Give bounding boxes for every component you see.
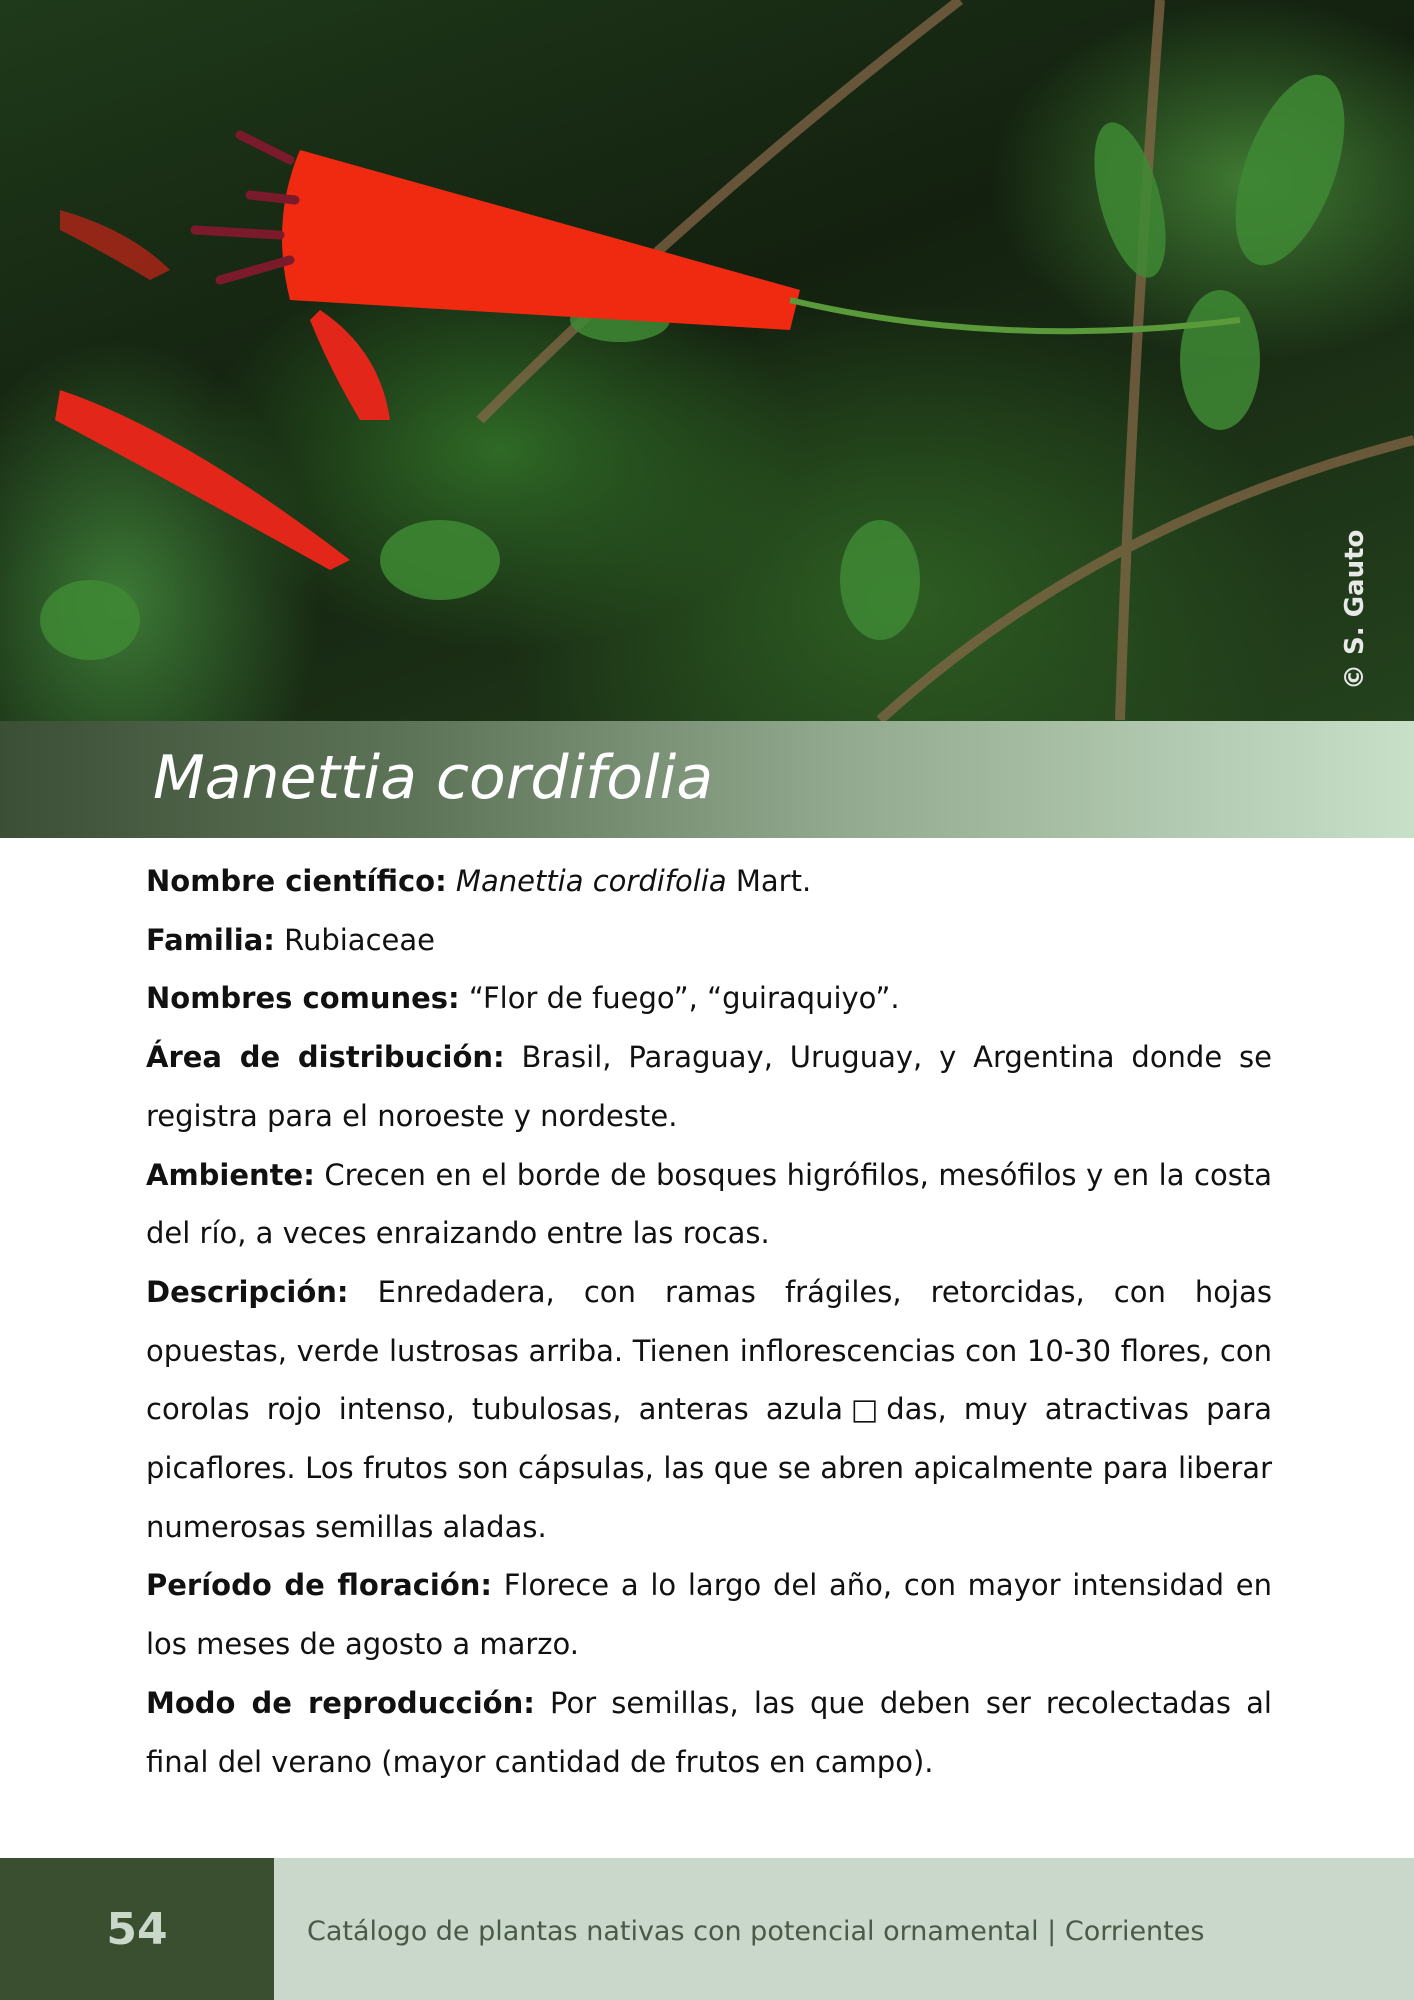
field-family [146,911,1272,970]
species-title: Manettia cordifolia [153,743,714,813]
author: Mart. [726,864,812,898]
field-environment [146,1146,1272,1263]
field-reproduction [146,1674,1272,1791]
footer-text: Catálogo de plantas nativas con potencial ornamental | Corrientes [307,1916,1205,1947]
field-distribution [146,1028,1272,1145]
field-label: Descripción: [146,1274,349,1309]
field-value: Enredadera, con ramas frágiles, retorcidas, con hojas opuestas, verde lustrosas arriba. Tienen inflorescencias con 10-30 flores, con corolas rojo intenso, tubulosas, anteras azula□das, muy atractivas para picaflores. Los frutos son cápsulas, las que se abren apicalmente para liberar numerosas semillas aladas. [146,1274,1272,1544]
field-value: Brasil, Paraguay, Uruguay, y Argentina donde se registra para el noroeste y nordeste. [146,1040,1272,1133]
field-scientific-name [146,852,1272,911]
footer [274,1858,1414,2000]
field-flowering [146,1556,1272,1673]
field-value: Florece a lo largo del año, con mayor intensidad en los meses de agosto a marzo. [146,1568,1272,1662]
field-value: Rubiaceae [274,922,435,957]
field-value: “Flor de fuego”, “guiraquiyo”. [459,981,900,1016]
field-value: Crecen en el borde de bosques higrófilos, mesófilos y en la costa del río, a veces enraizando entre las rocas. [146,1157,1272,1251]
flower-photo [0,0,1414,721]
scientific-name: Manettia cordifolia [455,864,727,898]
field-label: Área de distribución: [146,1040,505,1075]
field-label: Período de floración: [146,1568,492,1603]
photo-credit: © S. Gauto [1340,529,1370,690]
field-label: Familia: [146,922,275,957]
field-value: Por semillas, las que deben ser recolectadas al final del verano (mayor cantidad de frutos en campo). [146,1685,1272,1779]
field-label: Nombre científico: [146,864,447,898]
flower-illustration [0,0,1414,721]
field-common-names [146,969,1272,1028]
field-label: Nombres comunes: [146,981,460,1016]
field-description [146,1263,1272,1557]
species-description [146,852,1272,1791]
title-band [0,721,1414,838]
page-number: 54 [0,1858,274,2000]
field-label: Ambiente: [146,1157,315,1192]
field-label: Modo de reproducción: [146,1685,535,1720]
